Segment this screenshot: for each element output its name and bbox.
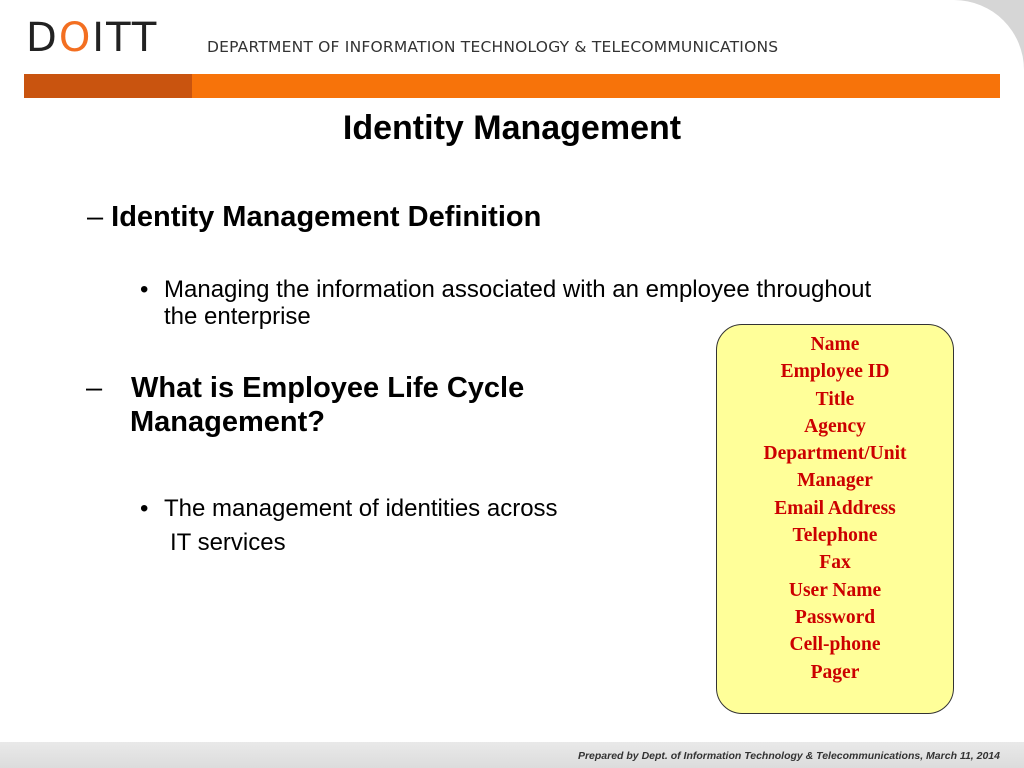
header-bar-dark — [24, 74, 192, 98]
doitt-logo — [26, 15, 159, 61]
section1-heading — [87, 201, 541, 234]
section1-bullet-text: Managing the information associated with an employee throughout the enterprise — [164, 276, 872, 330]
bullet-mark: • — [140, 495, 149, 522]
logo-letter-o: O — [58, 15, 93, 61]
section2-bullet-line1: The management of identities across — [164, 495, 558, 522]
attribute-item: Manager — [797, 470, 873, 492]
section2-bullet-line2: IT services — [170, 529, 286, 556]
section2-heading-line2: Management? — [130, 406, 325, 438]
logo-letter-d: D — [26, 15, 59, 61]
logo-letters-itt: ITT — [92, 15, 159, 61]
attribute-item: Email Address — [774, 497, 896, 519]
attribute-item: Department/Unit — [763, 443, 907, 465]
footer-prepared-by: Prepared by Dept. of Information Technology & Telecommunications, March 11, 2014 — [577, 750, 1000, 762]
attribute-item: Telephone — [792, 525, 878, 547]
section2-heading-line1: What is Employee Life Cycle — [131, 372, 525, 404]
attribute-item: User Name — [788, 579, 882, 601]
header-bar-light — [192, 74, 1000, 98]
attribute-item: Name — [810, 334, 860, 355]
bullet-mark: • — [140, 276, 149, 303]
attribute-item: Cell-phone — [789, 634, 881, 656]
slide-title: Identity Management — [342, 109, 682, 147]
attribute-item: Password — [794, 606, 876, 628]
attribute-item: Title — [815, 388, 855, 410]
attribute-list — [717, 331, 953, 686]
attribute-item: Fax — [819, 552, 851, 574]
section2-bullet — [140, 492, 700, 560]
section2-dash: – — [86, 372, 103, 404]
attribute-item: Pager — [810, 661, 860, 683]
section1-dash: – — [87, 201, 104, 233]
employee-attributes-box — [716, 324, 954, 714]
section1-bullet — [140, 276, 880, 330]
attribute-item: Employee ID — [780, 361, 890, 383]
section2-heading — [86, 371, 646, 439]
attribute-item: Agency — [804, 415, 866, 437]
section1-heading-text: Identity Management Definition — [111, 201, 542, 233]
department-name: DEPARTMENT OF INFORMATION TECHNOLOGY & TELECOMMUNICATIONS — [207, 38, 779, 56]
